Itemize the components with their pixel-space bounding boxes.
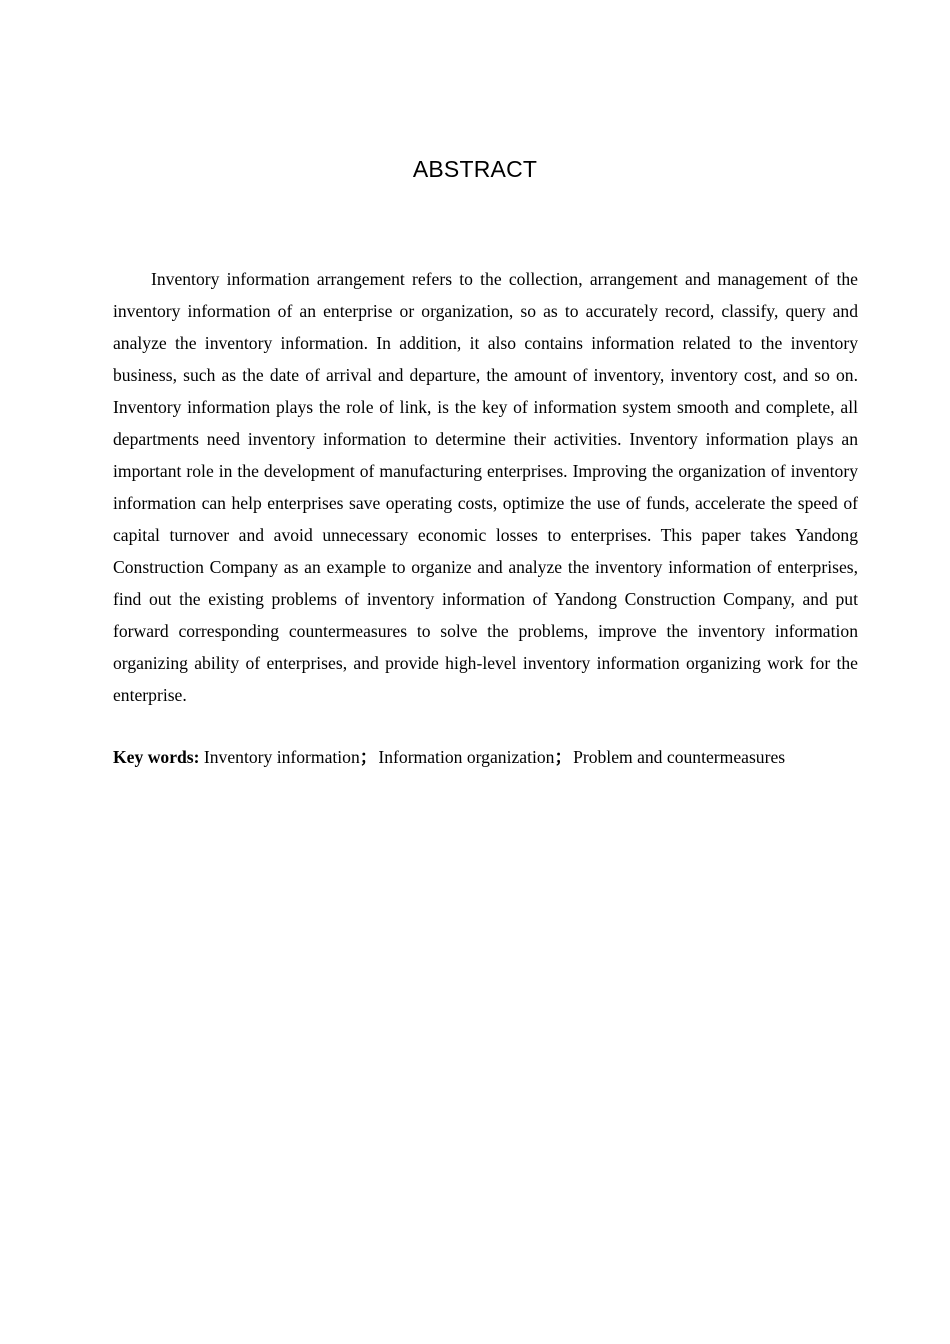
keyword-item: Information organization — [378, 747, 555, 767]
keyword-separator: ； — [359, 747, 378, 767]
keyword-item: Problem and countermeasures — [573, 747, 786, 767]
keywords-line — [113, 741, 873, 773]
keyword-separator: ； — [554, 747, 573, 767]
keywords-label: Key words: — [113, 747, 200, 767]
abstract-title: ABSTRACT — [412, 156, 538, 182]
abstract-paragraph: Inventory information arrangement refers to the collection, arrangement and management of the inventory information of an enterprise or organization, so as to accurately record, classify, query and analyze the inventory information. In addition, it also contains information related to the inventory business, such as the date of arrival and departure, the amount of inventory, inventory cost, and so on. Inventory information plays the role of link, is the key of information system smooth and complete, all departments need inventory information to determine their activities. Inventory information plays an important role in the development of manufacturing enterprises. Improving the organization of inventory information can help enterprises save operating costs, optimize the use of funds, accelerate the speed of capital turnover and avoid unnecessary economic losses to enterprises. This paper takes Yandong Construction Company as an example to organize and analyze the inventory information of enterprises, find out the existing problems of inventory information of Yandong Construction Company, and put forward corresponding countermeasures to solve the problems, improve the inventory information organizing ability of enterprises, and provide high-level inventory information organizing work for the enterprise. — [113, 269, 858, 705]
keyword-item: Inventory information — [203, 747, 360, 767]
